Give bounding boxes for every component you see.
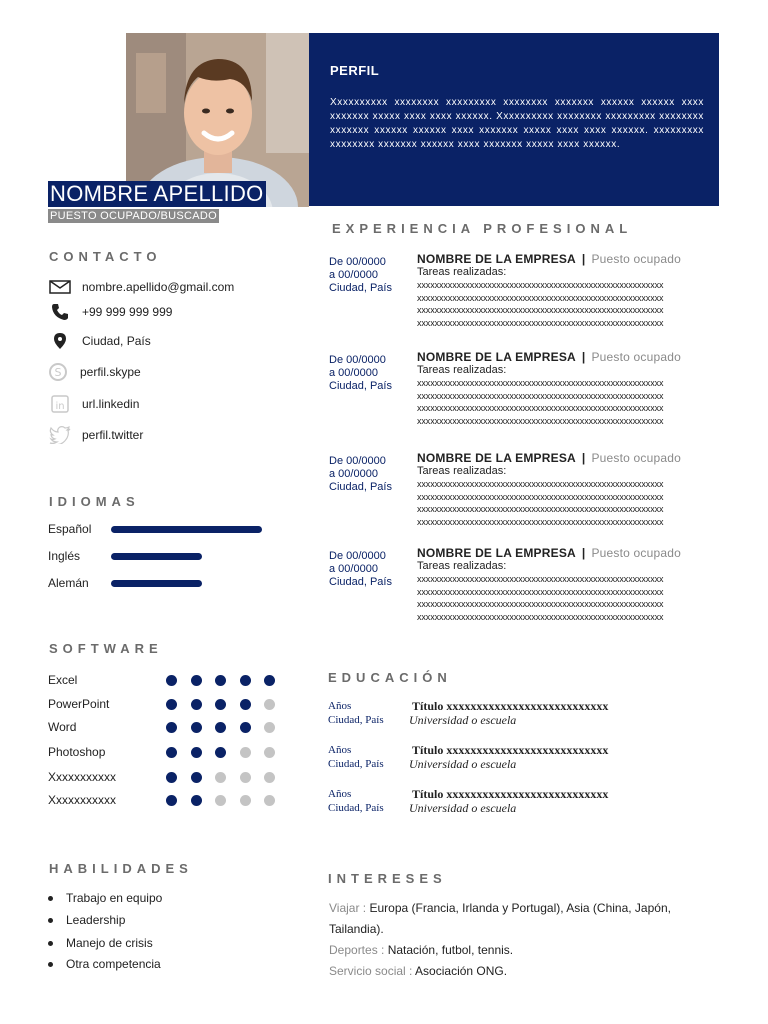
experience-company bbox=[417, 451, 681, 465]
rating-dot bbox=[191, 675, 202, 686]
skill-text: Otra competencia bbox=[66, 957, 161, 971]
contact-twitter[interactable] bbox=[48, 424, 143, 446]
rating-dot bbox=[215, 795, 226, 806]
interest-item bbox=[329, 961, 719, 982]
education-years-place bbox=[328, 699, 384, 727]
contact-email[interactable] bbox=[48, 276, 234, 298]
experience-heading: EXPERIENCIA PROFESIONAL bbox=[332, 221, 633, 236]
language-name: Español bbox=[48, 522, 92, 536]
separator: | bbox=[581, 252, 586, 266]
software-name: Xxxxxxxxxxx bbox=[48, 793, 117, 807]
tasks-lines bbox=[417, 377, 717, 427]
education-title: Título xxxxxxxxxxxxxxxxxxxxxxxxxxx bbox=[412, 743, 609, 757]
date-line: Ciudad, País bbox=[329, 576, 392, 588]
experience-company bbox=[417, 252, 681, 266]
rating-dot bbox=[191, 699, 202, 710]
skill-text: Trabajo en equipo bbox=[66, 891, 163, 905]
software-name: PowerPoint bbox=[48, 697, 110, 711]
company-name: NOMBRE DE LA EMPRESA bbox=[417, 350, 576, 364]
date-line: De 00/0000 bbox=[329, 354, 386, 366]
task-line: xxxxxxxxxxxxxxxxxxxxxxxxxxxxxxxxxxxxxxxxxxxxxxxxxxxxxxxx bbox=[417, 516, 664, 527]
rating-dot bbox=[166, 675, 177, 686]
skill-text: Leadership bbox=[66, 913, 126, 927]
tasks-label: Tareas realizadas: bbox=[417, 465, 507, 477]
interest-label: Viajar : bbox=[329, 901, 370, 915]
education-years: Años bbox=[328, 744, 352, 756]
bullet-icon bbox=[48, 896, 53, 901]
separator: | bbox=[581, 451, 586, 465]
education-years: Años bbox=[328, 788, 352, 800]
software-name: Photoshop bbox=[48, 745, 106, 759]
rating-dot bbox=[240, 699, 251, 710]
education-title: Título xxxxxxxxxxxxxxxxxxxxxxxxxxx bbox=[412, 699, 609, 713]
rating-dot bbox=[264, 795, 275, 806]
linkedin-icon bbox=[48, 394, 72, 414]
task-line: xxxxxxxxxxxxxxxxxxxxxxxxxxxxxxxxxxxxxxxxxxxxxxxxxxxxxxxx bbox=[417, 317, 664, 328]
interest-item bbox=[329, 940, 719, 961]
date-line: a 00/0000 bbox=[329, 269, 378, 281]
rating-dot bbox=[240, 722, 251, 733]
task-line: xxxxxxxxxxxxxxxxxxxxxxxxxxxxxxxxxxxxxxxxxxxxxxxxxxxxxxxx bbox=[417, 280, 664, 290]
company-name: NOMBRE DE LA EMPRESA bbox=[417, 451, 576, 465]
interests-heading: INTERESES bbox=[328, 871, 447, 886]
contact-heading: CONTACTO bbox=[49, 249, 162, 264]
rating-dot bbox=[264, 772, 275, 783]
date-line: a 00/0000 bbox=[329, 367, 378, 379]
skill-text: Manejo de crisis bbox=[66, 936, 153, 950]
tasks-lines bbox=[417, 573, 717, 623]
date-line: Ciudad, País bbox=[329, 481, 392, 493]
rating-dot bbox=[240, 675, 251, 686]
position: Puesto ocupado bbox=[591, 546, 682, 560]
task-line: xxxxxxxxxxxxxxxxxxxxxxxxxxxxxxxxxxxxxxxxxxxxxxxxxxxxxxxx bbox=[417, 611, 664, 622]
position: Puesto ocupado bbox=[591, 451, 682, 465]
twitter-icon bbox=[48, 425, 72, 445]
tasks-label: Tareas realizadas: bbox=[417, 560, 507, 572]
interest-text: Asociación ONG. bbox=[415, 964, 508, 978]
rating-dot bbox=[191, 747, 202, 758]
rating-dot bbox=[264, 722, 275, 733]
experience-company bbox=[417, 350, 681, 364]
date-line: De 00/0000 bbox=[329, 256, 386, 268]
rating-dot bbox=[215, 675, 226, 686]
experience-dates bbox=[329, 354, 392, 393]
profile-panel bbox=[309, 33, 719, 206]
experience-dates bbox=[329, 550, 392, 589]
bullet-icon bbox=[48, 962, 53, 967]
position: Puesto ocupado bbox=[591, 252, 682, 266]
language-name: Inglés bbox=[48, 549, 81, 563]
company-name: NOMBRE DE LA EMPRESA bbox=[417, 546, 576, 560]
contact-location bbox=[48, 330, 151, 352]
bullet-icon bbox=[48, 918, 53, 923]
languages-heading: IDIOMAS bbox=[49, 494, 140, 509]
skill-item bbox=[48, 891, 162, 905]
software-heading: SOFTWARE bbox=[49, 641, 163, 656]
phone-text: +99 999 999 999 bbox=[82, 305, 173, 319]
date-line: a 00/0000 bbox=[329, 468, 378, 480]
interest-text: Europa (Francia, Irlanda y Portugal), Asia (China, Japón, Tailandia). bbox=[329, 901, 671, 936]
tasks-lines bbox=[417, 478, 717, 528]
rating-dot bbox=[264, 747, 275, 758]
svg-text:S: S bbox=[54, 366, 62, 379]
position: Puesto ocupado bbox=[591, 350, 682, 364]
skill-item bbox=[48, 957, 161, 971]
education-place: Ciudad, País bbox=[328, 802, 384, 814]
experience-dates bbox=[329, 455, 392, 494]
education-school: Universidad o escuela bbox=[409, 801, 517, 815]
tasks-label: Tareas realizadas: bbox=[417, 266, 507, 278]
experience-dates bbox=[329, 256, 392, 295]
location-pin-icon bbox=[48, 331, 72, 351]
interest-text: Natación, futbol, tennis. bbox=[387, 943, 514, 957]
task-line: xxxxxxxxxxxxxxxxxxxxxxxxxxxxxxxxxxxxxxxxxxxxxxxxxxxxxxxx bbox=[417, 491, 664, 502]
phone-icon bbox=[48, 302, 72, 322]
rating-dot bbox=[215, 747, 226, 758]
twitter-text: perfil.twitter bbox=[82, 428, 144, 442]
task-line: xxxxxxxxxxxxxxxxxxxxxxxxxxxxxxxxxxxxxxxxxxxxxxxxxxxxxxxx bbox=[417, 574, 664, 584]
rating-dot bbox=[166, 772, 177, 783]
company-name: NOMBRE DE LA EMPRESA bbox=[417, 252, 576, 266]
rating-dot bbox=[240, 747, 251, 758]
education-heading: EDUCACIÓN bbox=[328, 670, 452, 685]
rating-dot bbox=[215, 772, 226, 783]
rating-dot bbox=[191, 772, 202, 783]
rating-dot bbox=[240, 795, 251, 806]
interest-item bbox=[329, 898, 719, 940]
language-name: Alemán bbox=[48, 576, 89, 590]
skype-icon bbox=[46, 362, 70, 382]
task-line: xxxxxxxxxxxxxxxxxxxxxxxxxxxxxxxxxxxxxxxxxxxxxxxxxxxxxxxx bbox=[417, 403, 664, 413]
task-line: xxxxxxxxxxxxxxxxxxxxxxxxxxxxxxxxxxxxxxxxxxxxxxxxxxxxxxxx bbox=[417, 305, 664, 315]
rating-dot bbox=[264, 699, 275, 710]
education-school: Universidad o escuela bbox=[409, 757, 517, 771]
skill-item bbox=[48, 913, 125, 927]
education-place: Ciudad, País bbox=[328, 758, 384, 770]
education-place: Ciudad, País bbox=[328, 714, 384, 726]
task-line: xxxxxxxxxxxxxxxxxxxxxxxxxxxxxxxxxxxxxxxxxxxxxxxxxxxxxxxx bbox=[417, 504, 664, 514]
software-name: Word bbox=[48, 720, 77, 734]
task-line: xxxxxxxxxxxxxxxxxxxxxxxxxxxxxxxxxxxxxxxxxxxxxxxxxxxxxxxx bbox=[417, 390, 664, 401]
education-years-place bbox=[328, 787, 384, 815]
language-level-bar bbox=[111, 580, 202, 587]
language-level-bar bbox=[111, 553, 202, 560]
full-name: NOMBRE APELLIDO bbox=[50, 181, 264, 206]
tasks-label: Tareas realizadas: bbox=[417, 364, 507, 376]
skills-heading: HABILIDADES bbox=[49, 861, 193, 876]
education-title: Título xxxxxxxxxxxxxxxxxxxxxxxxxxx bbox=[412, 787, 609, 801]
date-line: Ciudad, País bbox=[329, 282, 392, 294]
rating-dot bbox=[215, 722, 226, 733]
task-line: xxxxxxxxxxxxxxxxxxxxxxxxxxxxxxxxxxxxxxxxxxxxxxxxxxxxxxxx bbox=[417, 292, 664, 303]
interest-label: Servicio social : bbox=[329, 964, 416, 978]
bullet-icon bbox=[48, 941, 53, 946]
tasks-lines bbox=[417, 279, 717, 329]
skill-item bbox=[48, 936, 153, 950]
task-line: xxxxxxxxxxxxxxxxxxxxxxxxxxxxxxxxxxxxxxxxxxxxxxxxxxxxxxxx bbox=[417, 586, 664, 597]
separator: | bbox=[581, 546, 586, 560]
education-years: Años bbox=[328, 700, 352, 712]
education-school: Universidad o escuela bbox=[409, 713, 517, 727]
rating-dot bbox=[215, 699, 226, 710]
rating-dot bbox=[166, 795, 177, 806]
software-name: Xxxxxxxxxxx bbox=[48, 770, 117, 784]
profile-summary: Xxxxxxxxxx xxxxxxxx xxxxxxxxx xxxxxxxx xxxxxxx xxxxxx xxxxxx xxxx xxxxxxx xxxxx xxxx xxxx xxxxxx. Xxxxxxxxxx xxxxxxxx xxxxxxxxx xxxxxxxx xxxxxxx xxxxxx xxxxxx xxxx xxxxxxx xxxxx xxxx xxxx xxxxxx. xxxxxxxxx xxxxxxxx xxxxxxx xxxxxx xxxx xxxxxxx xxxxx xxxx xxxxxx. bbox=[330, 97, 704, 150]
rating-dot bbox=[191, 722, 202, 733]
envelope-icon bbox=[48, 277, 72, 297]
rating-dot bbox=[264, 675, 275, 686]
rating-dot bbox=[191, 795, 202, 806]
experience-company bbox=[417, 546, 681, 560]
task-line: xxxxxxxxxxxxxxxxxxxxxxxxxxxxxxxxxxxxxxxxxxxxxxxxxxxxxxxx bbox=[417, 599, 664, 609]
language-level-bar bbox=[111, 526, 262, 533]
contact-linkedin[interactable] bbox=[48, 393, 139, 415]
interest-label: Deportes : bbox=[329, 943, 388, 957]
date-line: Ciudad, País bbox=[329, 380, 392, 392]
task-line: xxxxxxxxxxxxxxxxxxxxxxxxxxxxxxxxxxxxxxxxxxxxxxxxxxxxxxxx bbox=[417, 415, 664, 426]
date-line: De 00/0000 bbox=[329, 455, 386, 467]
rating-dot bbox=[166, 699, 177, 710]
task-line: xxxxxxxxxxxxxxxxxxxxxxxxxxxxxxxxxxxxxxxxxxxxxxxxxxxxxxxx bbox=[417, 378, 664, 388]
email-text: nombre.apellido@gmail.com bbox=[82, 280, 235, 294]
linkedin-text: url.linkedin bbox=[82, 397, 140, 411]
job-title: PUESTO OCUPADO/BUSCADO bbox=[50, 210, 217, 222]
profile-heading: PERFIL bbox=[330, 63, 380, 78]
date-line: a 00/0000 bbox=[329, 563, 378, 575]
svg-text:in: in bbox=[55, 401, 65, 412]
date-line: De 00/0000 bbox=[329, 550, 386, 562]
task-line: xxxxxxxxxxxxxxxxxxxxxxxxxxxxxxxxxxxxxxxxxxxxxxxxxxxxxxxx bbox=[417, 479, 664, 489]
separator: | bbox=[581, 350, 586, 364]
education-years-place bbox=[328, 743, 384, 771]
contact-skype[interactable] bbox=[46, 361, 141, 383]
rating-dot bbox=[166, 747, 177, 758]
location-text: Ciudad, País bbox=[82, 334, 151, 348]
rating-dot bbox=[166, 722, 177, 733]
software-name: Excel bbox=[48, 673, 78, 687]
skype-text: perfil.skype bbox=[80, 365, 141, 379]
rating-dot bbox=[240, 772, 251, 783]
contact-phone[interactable] bbox=[48, 301, 172, 323]
